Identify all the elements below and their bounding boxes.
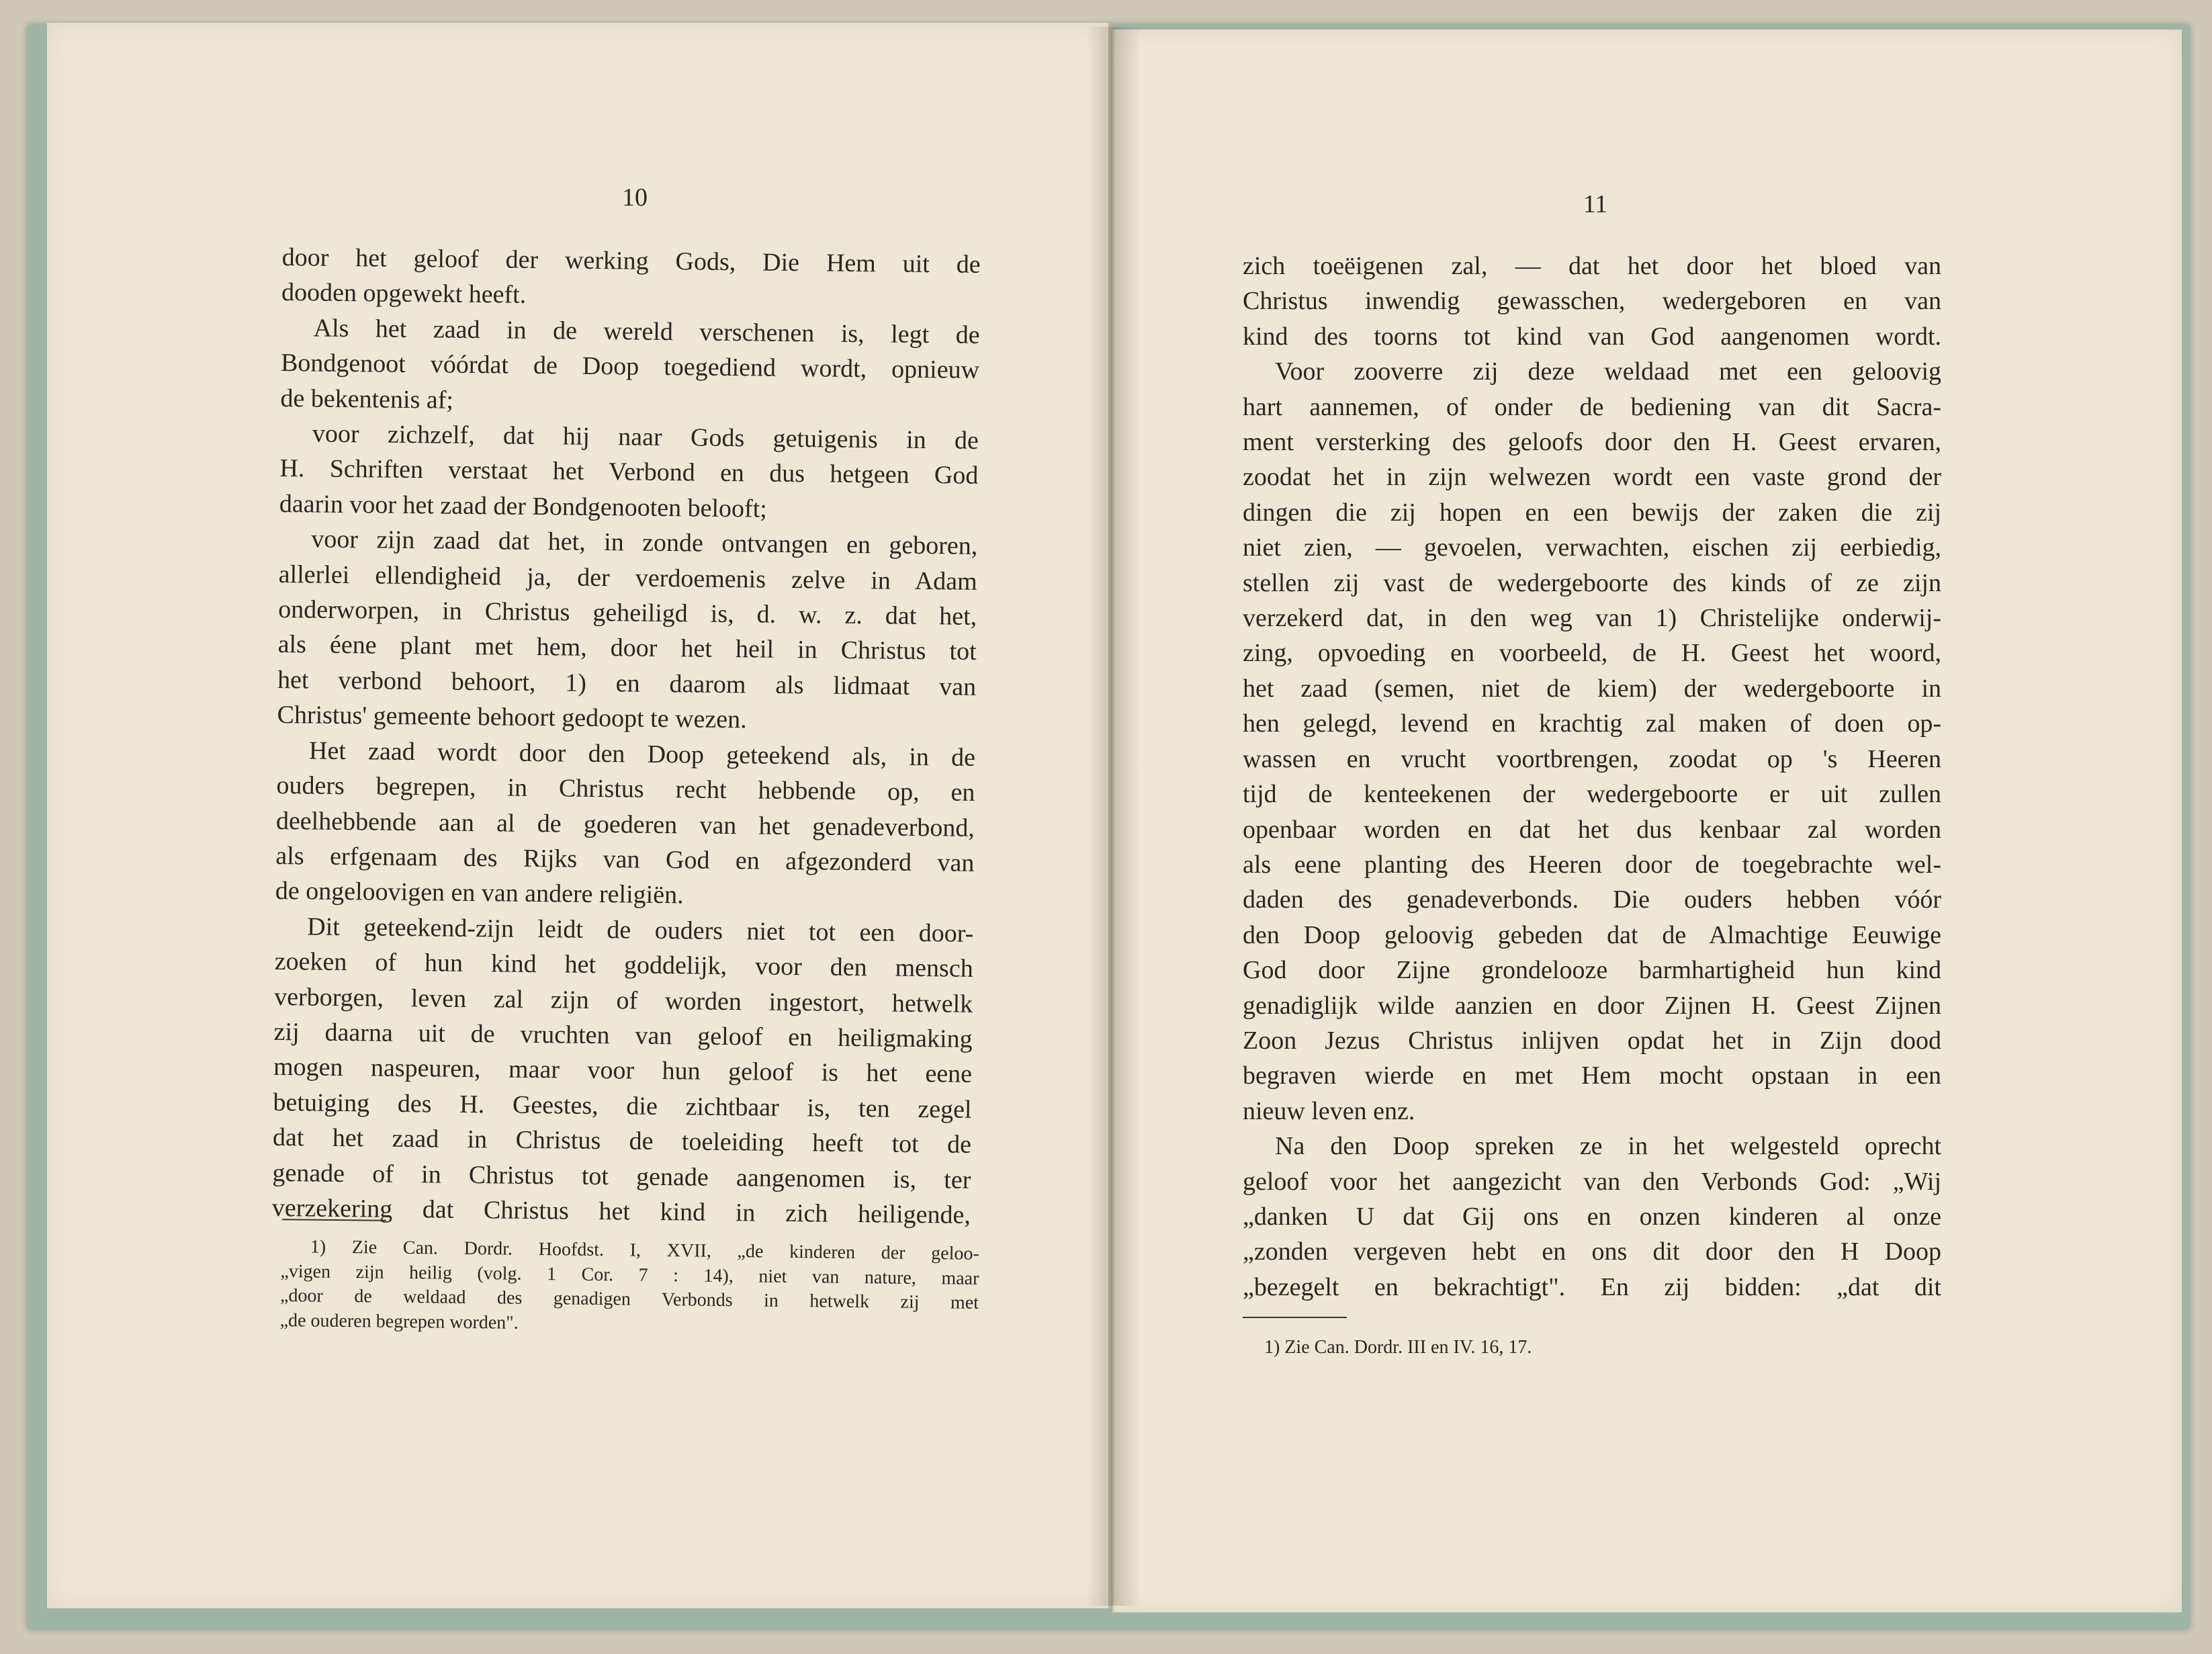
text-line: tijd de kenteekenen der wedergeboorte er uit zullen <box>1243 780 1941 809</box>
text-line: hen gelegd, levend en krachtig zal maken of doen op- <box>1243 709 1941 738</box>
text-line: als eene planting des Heeren door de toegebrachte wel- <box>1243 850 1941 879</box>
text-line: mogen naspeuren, maar voor hun geloof is het eene <box>273 1053 973 1089</box>
text-line: deelhebbende aan al de goederen van het genadeverbond, <box>275 806 975 842</box>
text-line: God door Zijne grondelooze barmhartigheid hun kind <box>1243 956 1941 985</box>
text-line: het zaad (semen, niet de kiem) der wedergeboorte in <box>1243 674 1941 703</box>
text-line: dingen die zij hopen en een bewijs der zaken die zij <box>1243 498 1941 527</box>
text-line: niet zien, — gevoelen, verwachten, eischen zij eerbiedig, <box>1243 533 1941 562</box>
right-page-number: 11 <box>1583 190 1608 218</box>
text-line: „bezegelt en bekrachtigt". En zij bidden: „dat dit <box>1243 1272 1941 1301</box>
text-line: zoeken of hun kind het goddelijk, voor den mensch <box>274 947 973 983</box>
text-line: betuiging des H. Geestes, die zichtbaar is, ten zegel <box>273 1088 972 1124</box>
text-line: door het geloof der werking Gods, Die Hem uit de <box>281 243 981 279</box>
text-line: Het zaad wordt door den Doop geteekend als, in de <box>308 736 976 772</box>
left-footnotes <box>279 1235 979 1340</box>
text-line: nieuw leven enz. <box>1243 1096 1415 1125</box>
text-line: Dit geteekend-zijn leidt de ouders niet tot een door- <box>307 912 974 948</box>
text-line: daarin voor het zaad der Bondgenooten belooft; <box>279 489 768 523</box>
text-line: openbaar worden en dat het dus kenbaar zal worden <box>1243 815 1941 844</box>
footnote-line: 1) Zie Can. Dordr. Hoofdst. I, XVII, „de kinderen der geloo- <box>310 1236 979 1264</box>
right-page-body <box>1243 249 1941 1305</box>
text-line: Christus inwendig gewasschen, wedergeboren en van <box>1243 287 1941 316</box>
text-line: dat het zaad in Christus de toeleiding heeft tot de <box>272 1123 972 1159</box>
text-line: allerlei ellendigheid ja, der verdoemenis zelve in Adam <box>278 560 977 596</box>
text-line: den Doop geloovig gebeden dat de Almachtige Eeuwige <box>1243 920 1941 949</box>
text-line: zoodat het in zijn welwezen wordt een vaste grond der <box>1243 463 1941 492</box>
text-line: hart aannemen, of onder de bediening van dit Sacra- <box>1243 392 1941 421</box>
book-gutter <box>1087 27 1141 1606</box>
text-line: de ongeloovigen en van andere religiën. <box>275 877 684 910</box>
footnote-line: „de ouderen begrepen worden". <box>279 1309 519 1334</box>
text-line: H. Schriften verstaat het Verbond en dus hetgeen God <box>279 454 979 490</box>
text-line: het verbond behoort, 1) en daarom als lidmaat van <box>277 665 977 701</box>
text-line: „danken U dat Gij ons en onzen kinderen al onze <box>1243 1202 1941 1231</box>
text-line: Voor zooverre zij deze weldaad met een geloovig <box>1275 357 1941 386</box>
footnote-line: „vigen zijn heilig (volg. 1 Cor. 7 : 14), niet van nature, maar <box>280 1260 979 1289</box>
text-line: „zonden vergeven hebt en ons dit door den H Doop <box>1243 1237 1941 1266</box>
text-line: verzekering dat Christus het kind in zich heiligende, <box>271 1193 971 1229</box>
right-footnotes <box>1264 1336 1694 1360</box>
text-line: zij daarna uit de vruchten van geloof en heiligmaking <box>273 1017 973 1053</box>
text-line: ouders begrepen, in Christus recht hebbende op, en <box>276 771 975 807</box>
text-line: genade of in Christus tot genade aangenomen is, ter <box>272 1158 971 1194</box>
footnote-line: „door de weldaad des genadigen Verbonds in hetwelk zij met <box>279 1285 979 1313</box>
text-line: stellen zij vast de wedergeboorte des kinds of ze zijn <box>1243 568 1941 597</box>
text-line: Na den Doop spreken ze in het welgesteld oprecht <box>1275 1132 1941 1161</box>
text-line: Christus' gemeente behoort gedoopt te wezen. <box>277 701 747 734</box>
text-line: verborgen, leven zal zijn of worden ingestort, hetwelk <box>273 982 973 1018</box>
right-footnote-rule <box>1243 1317 1347 1318</box>
text-line: verzekerd dat, in den weg van 1) Christelijke onderwij- <box>1243 604 1941 633</box>
text-line: zich toeëigenen zal, — dat het door het bloed van <box>1243 252 1941 280</box>
text-line: als erfgenaam des Rijks van God en afgezonderd van <box>275 841 975 877</box>
text-line: voor zichzelf, dat hij naar Gods getuigenis in de <box>312 419 979 455</box>
text-line: voor zijn zaad dat het, in zonde ontvangen en geboren, <box>311 525 978 561</box>
text-line: genadiglijk wilde aanzien en door Zijnen H. Geest Zijnen <box>1243 991 1941 1020</box>
text-line: ment versterking des geloofs door den H. Geest ervaren, <box>1243 428 1941 457</box>
text-line: de bekentenis af; <box>280 384 454 415</box>
text-line: zing, opvoeding en voorbeeld, de H. Geest het woord, <box>1243 639 1941 668</box>
text-line: daden des genadeverbonds. Die ouders hebben vóór <box>1243 885 1941 914</box>
text-line: Als het zaad in de wereld verschenen is, legt de <box>313 314 980 349</box>
text-line: geloof voor het aangezicht van den Verbonds God: „Wij <box>1243 1167 1941 1196</box>
left-page-number: 10 <box>622 183 648 212</box>
text-line: wassen en vrucht voortbrengen, zoodat op 's Heeren <box>1243 744 1941 773</box>
text-line: dooden opgewekt heeft. <box>281 278 527 310</box>
text-line: als éene plant met hem, door het heil in Christus tot <box>277 630 977 666</box>
text-line: begraven wierde en met Hem mocht opstaan in een <box>1243 1061 1941 1090</box>
text-line: Bondgenoot vóórdat de Doop toegediend wordt, opnieuw <box>280 349 980 385</box>
footnote-line: 1) Zie Can. Dordr. III en IV. 16, 17. <box>1264 1337 1532 1358</box>
text-line: Zoon Jezus Christus inlijven opdat het in Zijn dood <box>1243 1026 1941 1055</box>
text-line: onderworpen, in Christus geheiligd is, d. w. z. dat het, <box>278 595 977 631</box>
left-page-body <box>272 240 981 1233</box>
text-line: kind des toorns tot kind van God aangenomen wordt. <box>1243 322 1941 351</box>
